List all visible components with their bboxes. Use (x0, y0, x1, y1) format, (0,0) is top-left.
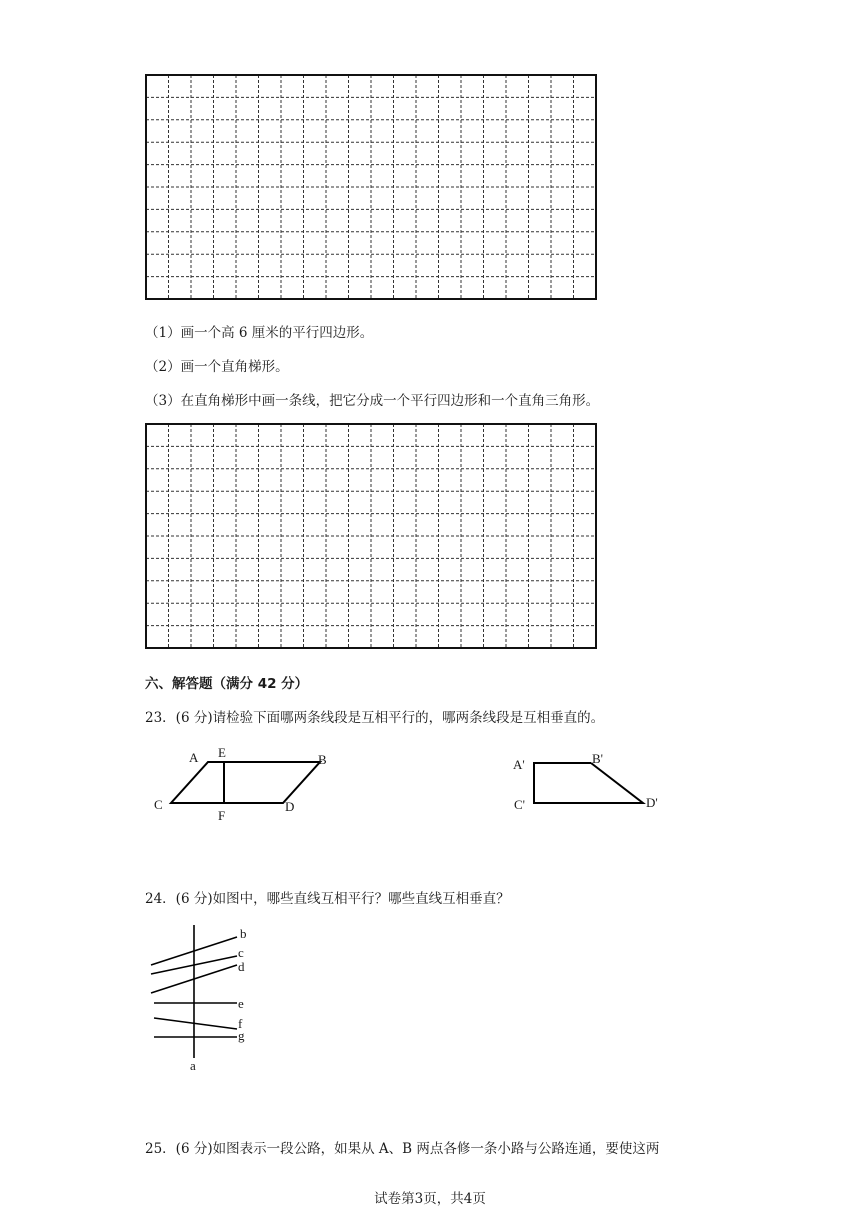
figure-parallelogram (140, 740, 360, 830)
label-line-c: c (238, 945, 244, 960)
label-b: B (318, 752, 327, 767)
label-line-d: d (238, 959, 245, 974)
grid-lines (145, 423, 597, 649)
q25-text: 25．(6 分)如图表示一段公路，如果从 A、B 两点各修一条小路与公路连通，要使这两 (145, 1141, 660, 1157)
q22-item-2: （2）画一个直角梯形。 (145, 359, 289, 375)
label-e: E (218, 745, 226, 760)
figure-trapezoid (520, 750, 660, 810)
label-d-prime: D' (646, 795, 658, 810)
trapezoid-abcd (534, 763, 643, 803)
label-a-prime: A' (513, 757, 525, 772)
label-b-prime: B' (592, 751, 604, 766)
label-c: C (154, 797, 163, 812)
label-line-a: a (190, 1058, 196, 1073)
drawing-grid-2 (145, 423, 597, 649)
page-footer: 试卷第3页，共4页 (374, 1191, 486, 1207)
q24-text: 24．(6 分)如图中，哪些直线互相平行？哪些直线互相垂直？ (145, 891, 510, 907)
label-line-e: e (238, 996, 244, 1011)
label-d: D (285, 799, 295, 814)
section-title: 六、解答题（满分 42 分） (145, 676, 309, 692)
drawing-grid-1 (145, 74, 597, 300)
label-line-g: g (238, 1028, 245, 1043)
q22-item-1: （1）画一个高 6 厘米的平行四边形。 (145, 325, 374, 341)
label-f: F (218, 808, 226, 823)
label-a: A (189, 750, 199, 765)
q23-text: 23．(6 分)请检验下面哪两条线段是互相平行的，哪两条线段是互相垂直的。 (145, 710, 605, 726)
parallelogram-abcd (171, 762, 320, 803)
q22-item-3: （3）在直角梯形中画一条线，把它分成一个平行四边形和一个直角三角形。 (145, 393, 600, 409)
grid-lines (145, 74, 597, 300)
line-f (154, 1018, 237, 1029)
label-line-b: b (240, 926, 247, 941)
label-line-f: f (238, 1016, 243, 1031)
label-c-prime: C' (514, 797, 526, 812)
figure-lines (140, 920, 250, 1060)
